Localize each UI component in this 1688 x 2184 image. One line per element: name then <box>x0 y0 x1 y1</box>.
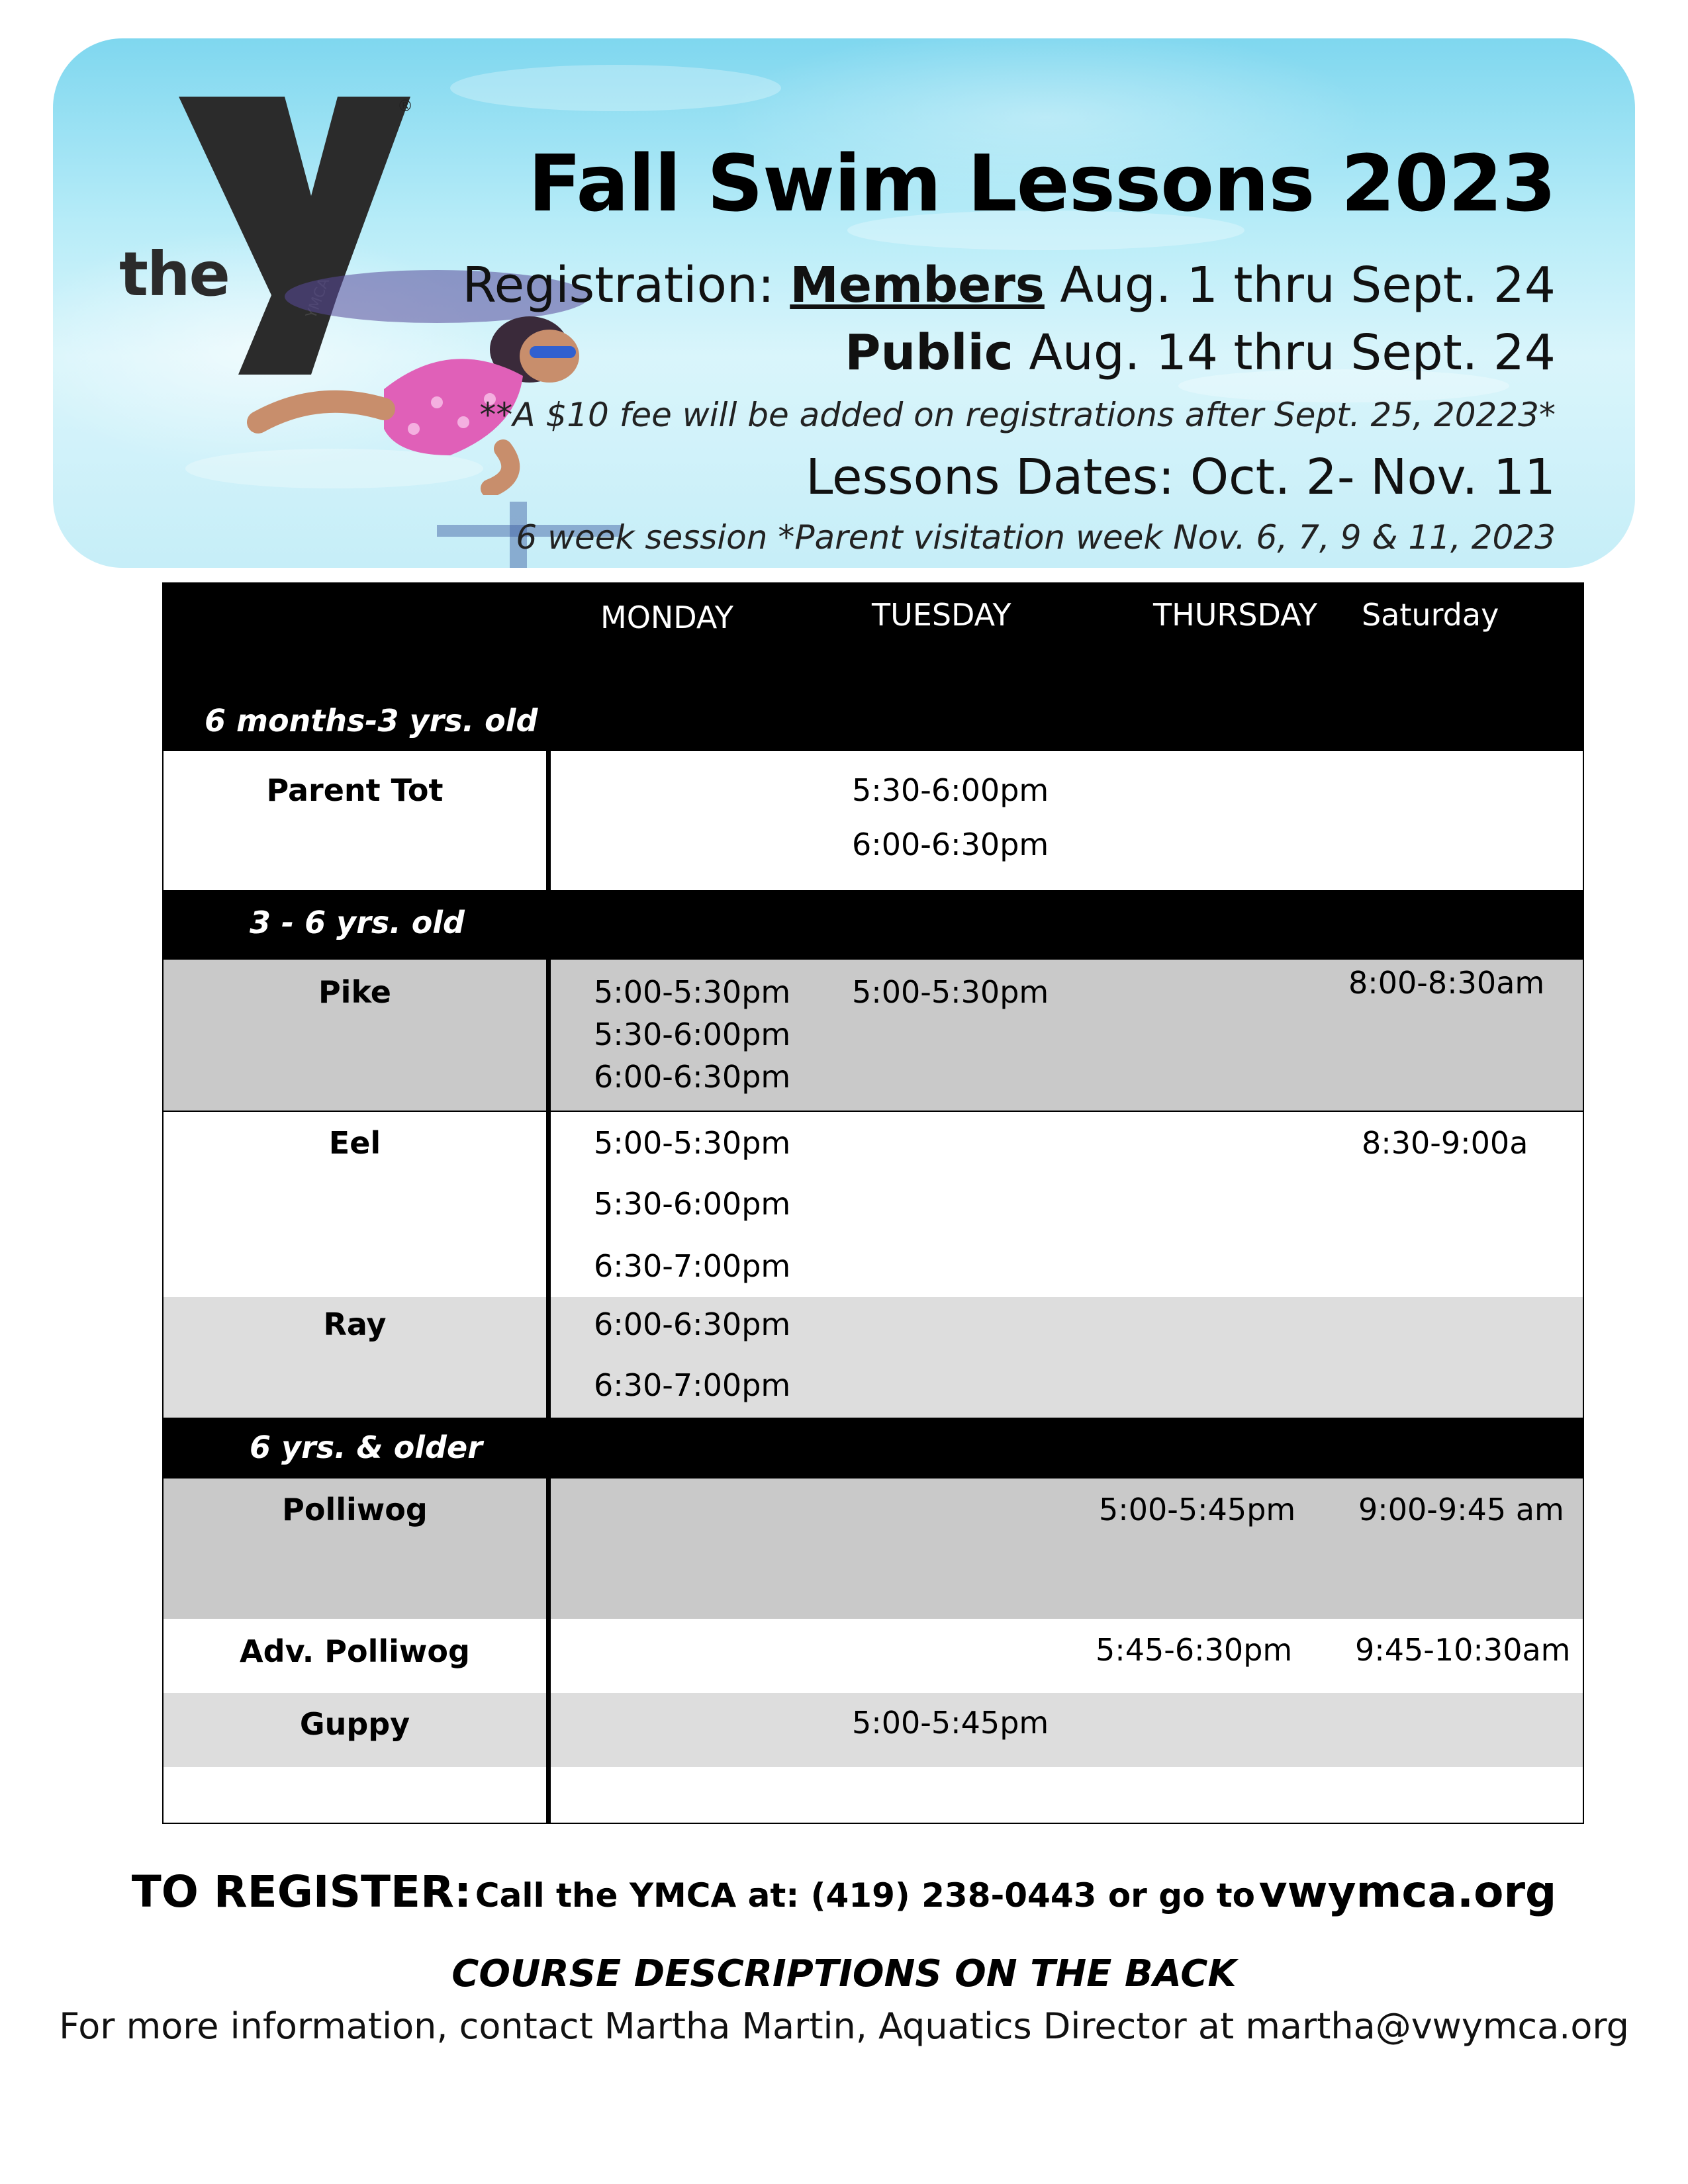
members-dates: Aug. 1 thru Sept. 24 <box>1060 257 1556 314</box>
public-label: Public <box>845 324 1013 381</box>
table-row <box>164 1619 1583 1693</box>
class-name: Guppy <box>299 1706 410 1742</box>
table-row <box>164 1693 1583 1767</box>
time-slot: 5:30-6:00pm <box>852 772 1049 808</box>
time-slot: 8:00-8:30am <box>1348 965 1545 1001</box>
register-call: Call the YMCA at: (419) 238-0443 or go to <box>475 1876 1256 1915</box>
register-website-link[interactable]: vwymca.org <box>1258 1866 1557 1917</box>
public-registration <box>845 324 1556 381</box>
time-slot: 6:00-6:30pm <box>594 1059 791 1095</box>
public-dates: Aug. 14 thru Sept. 24 <box>1029 324 1556 381</box>
day-header-saturday: Saturday <box>1362 597 1499 633</box>
age-group-header: 6 yrs. & older <box>250 1430 483 1465</box>
time-slot: 5:00-5:45pm <box>1099 1492 1296 1527</box>
class-name: Pike <box>318 974 392 1010</box>
session-note: 6 week session *Parent visitation week Nov. 6, 7, 9 & 11, 2023 <box>516 518 1556 557</box>
course-descriptions-note: COURSE DESCRIPTIONS ON THE BACK <box>451 1952 1237 1995</box>
register-line <box>0 1866 1688 1917</box>
header-banner <box>53 38 1635 568</box>
time-slot: 5:00-5:30pm <box>594 1125 791 1161</box>
time-slot: 5:00-5:30pm <box>594 974 791 1010</box>
class-name: Ray <box>323 1306 387 1342</box>
table-row <box>164 960 1583 1112</box>
time-slot: 8:30-9:00a <box>1362 1125 1528 1161</box>
registration-label: Registration: <box>462 257 774 314</box>
time-slot: 6:30-7:00pm <box>594 1367 791 1403</box>
class-name: Polliwog <box>282 1492 428 1527</box>
age-group-row <box>164 890 1583 960</box>
class-name: Eel <box>328 1125 381 1161</box>
column-divider <box>546 751 551 890</box>
table-row-empty <box>164 1767 1583 1823</box>
time-slot: 9:00-9:45 am <box>1358 1492 1564 1527</box>
time-slot: 5:00-5:30pm <box>852 974 1049 1010</box>
register-lead: TO REGISTER: <box>131 1866 472 1917</box>
age-group-row <box>164 1418 1583 1479</box>
day-header-monday: MONDAY <box>600 600 733 635</box>
day-header-thursday: THURSDAY <box>1153 597 1318 633</box>
time-slot: 6:00-6:30pm <box>852 827 1049 862</box>
time-slot: 5:45-6:30pm <box>1096 1632 1293 1668</box>
table-row <box>164 751 1583 890</box>
day-header-tuesday: TUESDAY <box>872 597 1011 633</box>
time-slot: 5:30-6:00pm <box>594 1017 791 1052</box>
time-slot: 9:45-10:30am <box>1355 1632 1571 1668</box>
column-divider <box>546 960 551 1418</box>
time-slot: 5:00-5:45pm <box>852 1705 1049 1741</box>
table-row <box>164 1479 1583 1619</box>
time-slot: 6:00-6:30pm <box>594 1306 791 1342</box>
age-group-header: 6 months-3 yrs. old <box>205 703 538 739</box>
table-header-row <box>164 584 1583 751</box>
lesson-dates: Lessons Dates: Oct. 2- Nov. 11 <box>806 449 1556 506</box>
table-row <box>164 1112 1583 1297</box>
logo-registered-mark: ® <box>397 97 413 115</box>
fee-note: **A $10 fee will be added on registrations after Sept. 25, 20223* <box>479 396 1556 434</box>
members-registration <box>463 257 1556 314</box>
time-slot: 6:30-7:00pm <box>594 1248 791 1284</box>
members-label: Members <box>790 257 1045 314</box>
column-divider <box>546 1479 551 1823</box>
logo-the: the <box>119 239 229 310</box>
page-title: Fall Swim Lessons 2023 <box>528 138 1556 229</box>
table-row <box>164 1297 1583 1418</box>
class-name: Parent Tot <box>266 772 444 808</box>
time-slot: 5:30-6:00pm <box>594 1186 791 1222</box>
age-group-header: 3 - 6 yrs. old <box>250 905 465 940</box>
schedule-table <box>162 582 1584 1824</box>
class-name: Adv. Polliwog <box>240 1633 470 1669</box>
contact-info: For more information, contact Martha Martin, Aquatics Director at martha@vwymca.org <box>59 2005 1629 2047</box>
